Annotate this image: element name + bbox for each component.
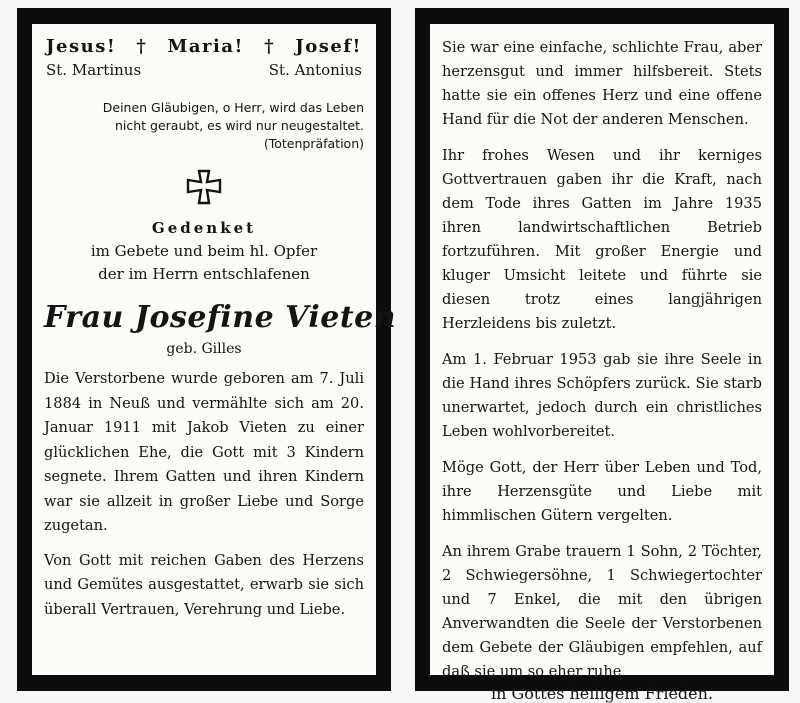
left-panel-content (32, 24, 397, 675)
commemoration-text (44, 217, 364, 286)
cross-symbol: † (264, 36, 276, 57)
deceased-name: Frau Josefine Vieten (44, 300, 397, 335)
right-panel-content (430, 24, 774, 703)
maltese-cross-icon (44, 169, 364, 207)
closing-line: in Gottes heiligem Frieden. (490, 684, 714, 703)
invocation-jesus: Jesus! (46, 36, 117, 57)
memorial-card-right-panel (415, 8, 789, 703)
biography-paragraph: Von Gott mit reichen Gaben des Herzens und Gemütes ausgestattet, erwarb sie sich überall Vertrauen, Verehrung und Liebe. (44, 551, 364, 618)
quote-line: nicht geraubt, es wird nur neugestaltet. (114, 118, 364, 133)
cross-symbol: † (136, 36, 148, 57)
commemorate-heading: Gedenket (151, 219, 257, 237)
biography-paragraph: Die Verstorbene wurde geboren am 7. Juli 1884 in Neuß und vermählte sich am 20. Januar 1911 mit Jakob Vieten zu einer glücklichen Ehe, die Gott mit 3 Kindern segnete. Ihrem Gatten und ihren Kindern war sie allzeit in großer Liebe und Sorge zugetan. (44, 370, 364, 534)
invocation-maria: Maria! (167, 36, 244, 57)
mourners-paragraph: An ihrem Grabe trauern 1 Sohn, 2 Töchter, 2 Schwiegersöhne, 1 Schwiegertochter und 7 Enkel, die mit den übrigen Anverwandten die Seele der Verstorbenen dem Gebete der Gläubigen empfehlen, auf daß sie um so eher ruhe (442, 543, 762, 680)
quote-source: (Totenpräfation) (263, 136, 364, 151)
memorial-card-left-panel (17, 8, 397, 691)
biography-paragraph: Am 1. Februar 1953 gab sie ihre Seele in die Hand ihres Schöpfers zurück. Sie starb unerwartet, jedoch durch ein christliches Leben wohlvorbereitet. (442, 351, 762, 440)
saint-right: St. Antonius (268, 61, 362, 79)
commemorate-line: im Gebete und beim hl. Opfer (90, 242, 318, 260)
birth-name: geb. Gilles (166, 341, 242, 357)
invocation-josef: Josef! (295, 36, 362, 57)
preface-quote (44, 99, 364, 153)
saint-left: St. Martinus (46, 61, 142, 79)
quote-line: Deinen Gläubigen, o Herr, wird das Leben (102, 100, 364, 115)
patron-saints (44, 61, 364, 79)
biography-paragraph: Ihr frohes Wesen und ihr kerniges Gottvertrauen gaben ihr die Kraft, nach dem Tode ihres Gatten im Jahre 1935 ihren landwirtschaftlichen Betrieb fortzuführen. Mit großer Energie und kluger Umsicht leitete und führte sie diesen trotz eines langjährigen Herzleidens bis zuletzt. (442, 147, 762, 332)
commemorate-line: der im Herrn entschlafenen (98, 265, 310, 283)
prayer-paragraph: Möge Gott, der Herr über Leben und Tod, ihre Herzensgüte und Liebe mit himmlischen Gütern vergelten. (442, 459, 762, 524)
biography-paragraph: Sie war eine einfache, schlichte Frau, aber herzensgut und immer hilfsbereit. Stets hatte sie ein offenes Herz und eine offene Hand für die Not der anderen Menschen. (442, 39, 762, 128)
invocation-line (44, 36, 364, 57)
